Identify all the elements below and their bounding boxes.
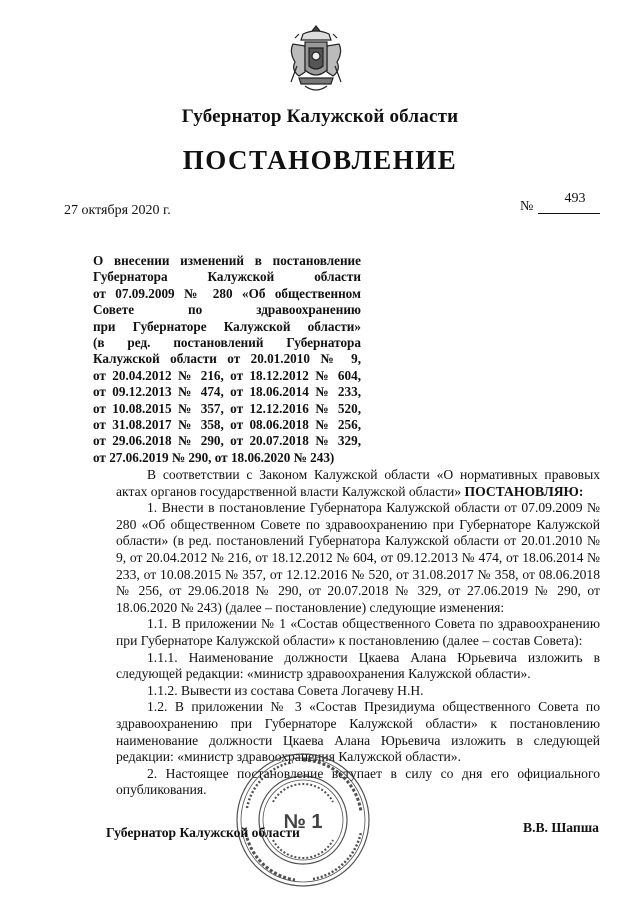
signatory-name: В.В. Шапша bbox=[523, 820, 599, 835]
subject-line: при Губернаторе Калужской области» bbox=[93, 318, 361, 334]
clause-1-1: 1.1. В приложении № 1 «Состав общественного Совета по здравоохранению при Губернаторе Калужской области» к постановлению (далее – состав Совета): bbox=[116, 616, 600, 648]
issuing-authority: Губернатор Калужской области bbox=[181, 106, 459, 127]
clause-1-1-1: 1.1.1. Наименование должности Цкаева Алана Юрьевича изложить в следующей редакции: «министр здравоохранения Калужской области». bbox=[116, 649, 600, 682]
subject-line: (в ред. постановлений Губернатора bbox=[93, 335, 361, 351]
subject-line: Калужской области от 20.01.2010 № 9, bbox=[93, 351, 361, 367]
document-subject bbox=[93, 253, 361, 466]
subject-line: от 29.06.2018 № 290, от 20.07.2018 № 329, bbox=[93, 433, 361, 449]
clause-1-2: 1.2. В приложении № 3 «Состав Президиума общественного Совета по здравоохранению при Губернаторе Калужской области» к постановлению наименование должности Цкаева Алана Юрьевича изложить в следующей редакции: «министр здравоохранения Калужской области». bbox=[116, 699, 600, 765]
document-number: 493 bbox=[564, 191, 586, 206]
subject-line: от 07.09.2009 № 280 «Об общественном bbox=[93, 285, 361, 301]
subject-line: от 27.06.2019 № 290, от 18.06.2020 № 243) bbox=[93, 449, 335, 465]
official-stamp-icon bbox=[233, 750, 373, 890]
document-type-title: ПОСТАНОВЛЕНИЕ bbox=[182, 145, 458, 175]
clause-2: 2. Настоящее постановление вступает в силу со дня его официального опубликования. bbox=[116, 765, 600, 798]
document-number-field bbox=[520, 191, 600, 217]
number-sign: № bbox=[520, 199, 534, 214]
subject-line: от 20.04.2012 № 216, от 18.12.2012 № 604, bbox=[93, 367, 361, 383]
preamble-text: В соответствии с Законом Калужской области «О нормативных правовых актах органов государственной власти Калужской области» bbox=[116, 467, 600, 499]
coat-of-arms-icon bbox=[285, 22, 347, 98]
subject-line: Совете по здравоохранению bbox=[93, 302, 361, 318]
subject-line: от 31.08.2017 № 358, от 08.06.2018 № 256, bbox=[93, 417, 361, 433]
subject-line: Губернатора Калужской области bbox=[93, 269, 361, 285]
decree-keyword: ПОСТАНОВЛЯЮ: bbox=[464, 483, 584, 499]
preamble-paragraph bbox=[116, 467, 600, 500]
stamp-number: № 1 bbox=[283, 811, 323, 833]
subject-line: от 10.08.2015 № 357, от 12.12.2016 № 520, bbox=[93, 400, 361, 416]
subject-line: от 09.12.2013 № 474, от 18.06.2014 № 233, bbox=[93, 384, 361, 400]
signatory-title: Губернатор Калужской области bbox=[106, 825, 300, 840]
document-date: 27 октября 2020 г. bbox=[64, 203, 171, 218]
clause-1: 1. Внести в постановление Губернатора Калужской области от 07.09.2009 № 280 «Об общественном Совете по здравоохранению при Губернаторе Калужской области» (в ред. постановлений Губернатора Калужской области от 20.01.2010 № 9, от 20.04.2012 № 216, от 18.12.2012 № 604, от 09.12.2013 № 474, от 18.06.2014 № 233, от 10.08.2015 № 357, от 12.12.2016 № 520, от 31.08.2017 № 358, от 08.06.2018 № 256, от 29.06.2018 № 290, от 20.07.2018 № 329, от 27.06.2019 № 290, от 18.06.2020 № 243) (далее – постановление) следующие изменения: bbox=[116, 500, 600, 615]
number-underline bbox=[538, 213, 600, 214]
subject-line: О внесении изменений в постановление bbox=[93, 253, 361, 268]
clause-1-1-2: 1.1.2. Вывести из состава Совета Логачеву Н.Н. bbox=[147, 682, 424, 698]
